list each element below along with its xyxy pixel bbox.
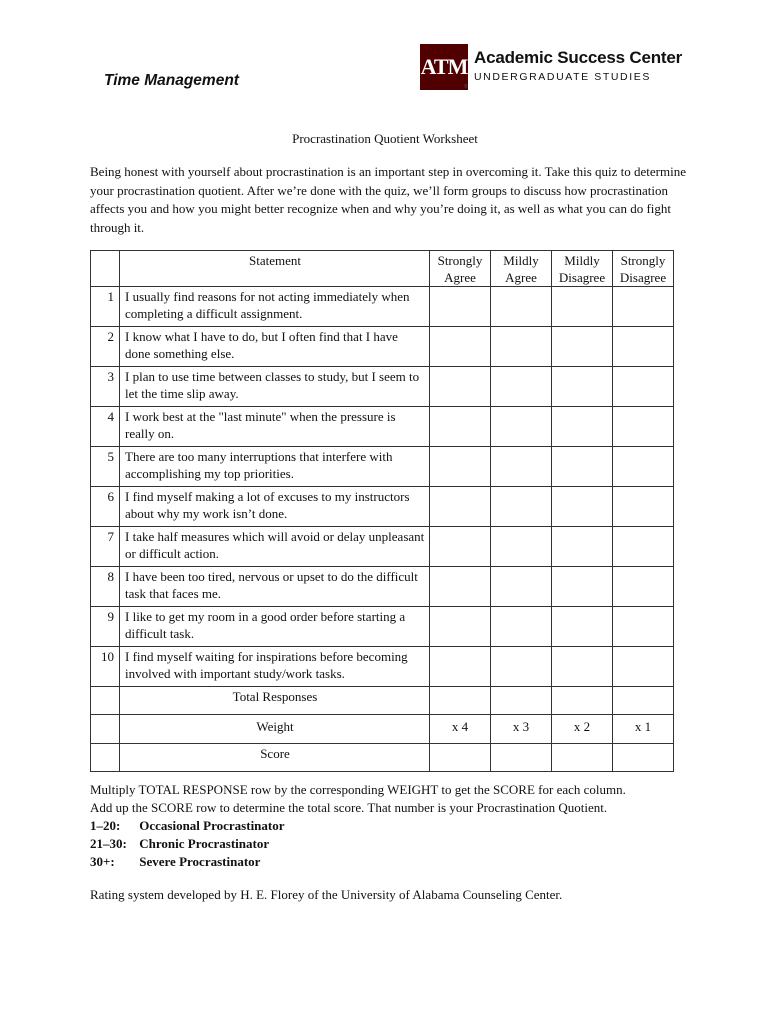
response-cell[interactable] xyxy=(613,407,674,447)
weight-value: x 1 xyxy=(613,715,674,744)
response-cell[interactable] xyxy=(491,647,552,687)
row-number: 1 xyxy=(91,287,120,327)
response-cell[interactable] xyxy=(552,407,613,447)
document-title: Procrastination Quotient Worksheet xyxy=(292,131,478,146)
row-statement: I like to get my room in a good order before starting a difficult task. xyxy=(120,607,430,647)
score-cell[interactable] xyxy=(613,744,674,772)
total-responses-label: Total Responses xyxy=(120,687,430,715)
response-cell[interactable] xyxy=(552,287,613,327)
weight-value: x 3 xyxy=(491,715,552,744)
response-cell[interactable] xyxy=(491,447,552,487)
weight-row xyxy=(91,715,674,744)
row-statement: There are too many interruptions that interfere with accomplishing my top priorities. xyxy=(120,447,430,487)
response-cell[interactable] xyxy=(430,567,491,607)
response-cell[interactable] xyxy=(491,607,552,647)
total-cell[interactable] xyxy=(430,687,491,715)
table-row xyxy=(91,607,674,647)
response-cell[interactable] xyxy=(613,647,674,687)
response-cell[interactable] xyxy=(552,367,613,407)
quiz-table xyxy=(90,250,674,772)
row-number: 9 xyxy=(91,607,120,647)
score-row xyxy=(91,744,674,772)
table-row xyxy=(91,367,674,407)
response-cell[interactable] xyxy=(552,447,613,487)
header-strongly-disagree: Strongly Disagree xyxy=(613,251,674,287)
score-cell[interactable] xyxy=(552,744,613,772)
response-cell[interactable] xyxy=(552,327,613,367)
row-statement: I usually find reasons for not acting immediately when completing a difficult assignment. xyxy=(120,287,430,327)
response-cell[interactable] xyxy=(613,327,674,367)
credit-line: Rating system developed by H. E. Florey of the University of Alabama Counseling Center. xyxy=(90,887,563,902)
row-statement: I work best at the "last minute" when the pressure is really on. xyxy=(120,407,430,447)
org-name: Academic Success Center xyxy=(474,48,683,67)
response-cell[interactable] xyxy=(430,447,491,487)
response-cell[interactable] xyxy=(430,607,491,647)
response-cell[interactable] xyxy=(552,567,613,607)
row-number: 7 xyxy=(91,527,120,567)
instruction-line: Add up the SCORE row to determine the total score. That number is your Procrastination Quotient. xyxy=(90,800,608,815)
response-cell[interactable] xyxy=(430,527,491,567)
response-cell[interactable] xyxy=(613,527,674,567)
row-statement: I plan to use time between classes to study, but I seem to let the time slip away. xyxy=(120,367,430,407)
score-num-cell xyxy=(91,744,120,772)
header-strongly-agree: Strongly Agree xyxy=(430,251,491,287)
response-cell[interactable] xyxy=(430,327,491,367)
table-row xyxy=(91,567,674,607)
score-label: Score xyxy=(120,744,430,772)
trademark-mark: ® xyxy=(464,84,468,90)
row-statement: I take half measures which will avoid or delay unpleasant or difficult action. xyxy=(120,527,430,567)
tamu-logo xyxy=(420,44,468,90)
row-number: 3 xyxy=(91,367,120,407)
table-row xyxy=(91,647,674,687)
row-number: 2 xyxy=(91,327,120,367)
scale-item: 30+: Severe Procrastinator xyxy=(90,854,261,869)
row-number: 8 xyxy=(91,567,120,607)
table-row xyxy=(91,447,674,487)
instructions xyxy=(90,781,710,817)
response-cell[interactable] xyxy=(430,367,491,407)
row-number: 4 xyxy=(91,407,120,447)
weight-label: Weight xyxy=(120,715,430,744)
total-cell[interactable] xyxy=(552,687,613,715)
intro-paragraph: Being honest with yourself about procrastination is an important step in overcoming it. Take this quiz to determine your procrastination quotient. After we’re done with the quiz, we’ll form groups to discuss how procrastination affects you and how you might better recognize when and why you’re doing it, as well as what you can do fight through it. xyxy=(90,164,687,235)
response-cell[interactable] xyxy=(491,527,552,567)
response-cell[interactable] xyxy=(430,487,491,527)
response-cell[interactable] xyxy=(613,367,674,407)
response-cell[interactable] xyxy=(552,647,613,687)
response-cell[interactable] xyxy=(552,607,613,647)
total-cell[interactable] xyxy=(491,687,552,715)
score-cell[interactable] xyxy=(430,744,491,772)
response-cell[interactable] xyxy=(491,567,552,607)
row-number: 5 xyxy=(91,447,120,487)
response-cell[interactable] xyxy=(430,647,491,687)
table-row xyxy=(91,407,674,447)
table-header-row xyxy=(91,251,674,287)
org-subtitle: UNDERGRADUATE STUDIES xyxy=(474,71,651,83)
table-row xyxy=(91,327,674,367)
row-number: 6 xyxy=(91,487,120,527)
response-cell[interactable] xyxy=(491,367,552,407)
total-num-cell xyxy=(91,687,120,715)
header-statement: Statement xyxy=(120,251,430,287)
row-statement: I know what I have to do, but I often find that I have done something else. xyxy=(120,327,430,367)
table-row xyxy=(91,527,674,567)
row-statement: I find myself making a lot of excuses to my instructors about why my work isn’t done. xyxy=(120,487,430,527)
header-mildly-disagree: Mildly Disagree xyxy=(552,251,613,287)
response-cell[interactable] xyxy=(613,487,674,527)
instruction-line: Multiply TOTAL RESPONSE row by the corresponding WEIGHT to get the SCORE for each column. xyxy=(90,782,626,797)
total-responses-row xyxy=(91,687,674,715)
row-statement: I find myself waiting for inspirations before becoming involved with important study/work tasks. xyxy=(120,647,430,687)
row-statement: I have been too tired, nervous or upset to do the difficult task that faces me. xyxy=(120,567,430,607)
response-cell[interactable] xyxy=(613,287,674,327)
score-scale xyxy=(90,817,285,871)
weight-value: x 4 xyxy=(430,715,491,744)
weight-value: x 2 xyxy=(552,715,613,744)
response-cell[interactable] xyxy=(552,527,613,567)
table-row xyxy=(91,287,674,327)
score-cell[interactable] xyxy=(491,744,552,772)
scale-item: 21–30: Chronic Procrastinator xyxy=(90,836,270,851)
response-cell[interactable] xyxy=(430,407,491,447)
row-number: 10 xyxy=(91,647,120,687)
response-cell[interactable] xyxy=(491,287,552,327)
header-num-cell xyxy=(91,251,120,287)
response-cell[interactable] xyxy=(491,487,552,527)
table-row xyxy=(91,487,674,527)
response-cell[interactable] xyxy=(613,567,674,607)
header-mildly-agree: Mildly Agree xyxy=(491,251,552,287)
section-title: Time Management xyxy=(104,72,239,89)
weight-num-cell xyxy=(91,715,120,744)
response-cell[interactable] xyxy=(613,447,674,487)
scale-item: 1–20: Occasional Procrastinator xyxy=(90,818,285,833)
response-cell[interactable] xyxy=(491,327,552,367)
response-cell[interactable] xyxy=(491,407,552,447)
tamu-logo-mark: ATM xyxy=(420,54,468,79)
response-cell[interactable] xyxy=(552,487,613,527)
response-cell[interactable] xyxy=(613,607,674,647)
total-cell[interactable] xyxy=(613,687,674,715)
response-cell[interactable] xyxy=(430,287,491,327)
